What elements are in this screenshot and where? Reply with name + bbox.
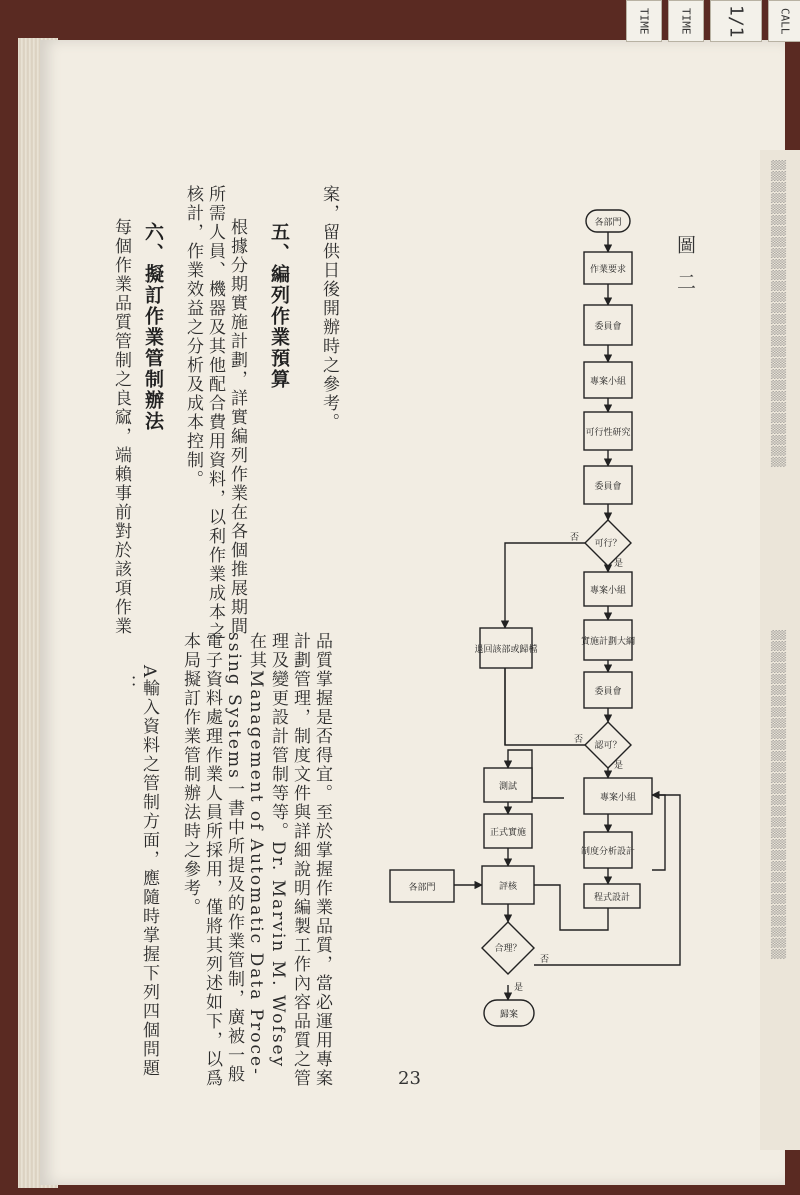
no-label: 否: [574, 735, 584, 745]
decision-label: 可行？: [594, 539, 622, 549]
text-column: 案，留供日後開辦時之參考。: [319, 185, 339, 432]
index-tab[interactable]: TIME: [626, 0, 662, 42]
start-label: 各部門: [594, 218, 622, 228]
text-column: 每個作業品質管制之良窳，端賴事前對於該項作業: [111, 218, 131, 636]
index-tab[interactable]: TIME: [668, 0, 704, 42]
text-column: A輸入資料之管制方面，應隨時掌握下列四個問題: [139, 665, 159, 1079]
index-tab[interactable]: 1/1: [710, 0, 762, 42]
flow-label: 專案小組: [589, 377, 627, 387]
flow-label: 程式設計: [593, 893, 631, 903]
text-column: 電子資料處理作業人員所採用，僅將其列述如下，以爲: [202, 632, 222, 1088]
text-column: 品質掌握是否得宜。至於掌握作業品質，當必運用專案: [312, 632, 332, 1088]
next-page-bleed: ▒▒▒▒▒▒▒▒▒▒▒▒▒▒▒▒▒▒▒▒▒▒▒▒▒▒▒▒▒▒: [770, 630, 785, 960]
text-column: ：: [117, 675, 137, 694]
end-label: 歸案: [499, 1010, 519, 1020]
flow-label: 可行性研究: [585, 428, 631, 438]
reject-label: 退回該部或歸檔: [474, 645, 538, 655]
flow-label: 實施計劃大綱: [580, 637, 636, 647]
flow-label: 專案小組: [599, 793, 637, 803]
flow-label: 專案小組: [589, 586, 627, 596]
side-dept-label: 各部門: [408, 883, 436, 893]
text-column: ssing Systems一書中所提及的作業管制，廣被一般: [224, 632, 244, 1084]
page-number: 23: [398, 1068, 421, 1089]
no-label: 否: [570, 533, 580, 543]
flow-label: 正式實施: [489, 828, 527, 838]
flow-label: 委員會: [594, 687, 622, 697]
flow-label: 委員會: [594, 322, 622, 332]
flow-label: 委員會: [594, 482, 622, 492]
section-heading-6: 六、擬訂作業管制辦法: [142, 222, 164, 432]
text-column: 根據分期實施計劃，詳實編列作業在各個推展期間: [227, 218, 247, 636]
flow-label: 測試: [498, 782, 518, 792]
decision-label: 合理？: [494, 944, 522, 954]
section-heading-5: 五、編列作業預算: [268, 222, 290, 390]
text-column: 本局擬訂作業管制辦法時之參考。: [180, 632, 200, 917]
no-label: 否: [540, 955, 550, 965]
yes-label: 是: [614, 761, 624, 771]
next-page-bleed: ▒▒▒▒▒▒▒▒▒▒▒▒▒▒▒▒▒▒▒▒▒▒▒▒▒▒▒▒: [770, 160, 785, 468]
flow-label: 作業要求: [589, 265, 627, 275]
text-column: 所需人員、機器及其他配合費用資料，以利作業成本之: [205, 185, 225, 641]
text-column: 計劃管理，制度文件與詳細說明編製工作內容品質之管: [290, 632, 310, 1088]
figure-title: 圖二: [674, 235, 696, 309]
text-column: 理及變更設計管制等等。Dr. Marvin M. Wofsey: [268, 632, 288, 1069]
yes-label: 是: [614, 559, 624, 569]
text-column: 在其Management of Automatic Data Proce-: [246, 632, 266, 1076]
yes-label: 是: [514, 983, 524, 993]
decision-label: 認可？: [594, 741, 622, 751]
flow-label: 評核: [498, 882, 518, 892]
flow-label: 制度分析設計: [580, 847, 636, 857]
index-tab[interactable]: CALL: [768, 0, 800, 42]
text-column: 核計，作業效益之分析及成本控制。: [183, 185, 203, 489]
